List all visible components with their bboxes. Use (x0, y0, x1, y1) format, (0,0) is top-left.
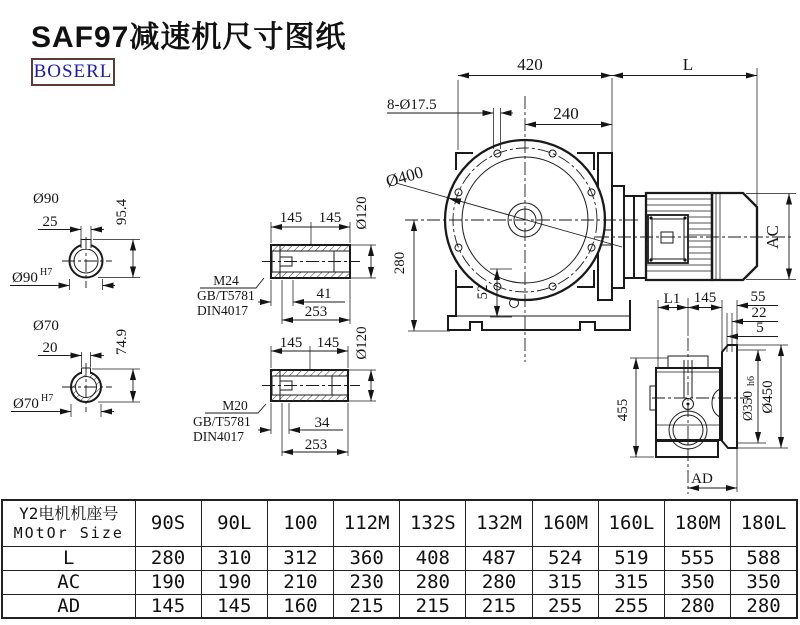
table-cell: 145 (201, 594, 267, 618)
table-col-header: 160M (532, 500, 598, 546)
table-col-header: 160L (598, 500, 664, 546)
table-cell: 350 (731, 570, 797, 594)
table-row-AD (2, 594, 797, 618)
dim-bs145-left: 145 (279, 335, 303, 351)
table-cell: 588 (731, 546, 797, 570)
dim-o70-bore: Ø70 (13, 396, 39, 412)
side-view (650, 345, 737, 457)
dim-ts145-right: 145 (318, 210, 342, 226)
dim-954: 95.4 (114, 198, 130, 226)
dim-420: 420 (517, 55, 543, 74)
table-row-header-en: MOtOr Size (13, 524, 124, 543)
table-row-header (2, 500, 135, 546)
dim-55: 55 (750, 289, 766, 305)
table-cell: 190 (135, 570, 201, 594)
table-row-label: AD (2, 594, 135, 618)
motor-side-profile (634, 193, 757, 280)
table-row-label: L (2, 546, 135, 570)
dim-motor-length: L (682, 55, 694, 74)
table-cell: 255 (598, 594, 664, 618)
table-cell: 160 (267, 594, 333, 618)
fan-cover (712, 193, 757, 280)
table-cell: 312 (267, 546, 333, 570)
label-din1: DIN4017 (197, 303, 248, 318)
table-cell: 315 (598, 570, 664, 594)
dim-AD: AD (691, 471, 713, 487)
table-cell: 315 (532, 570, 598, 594)
dimensions (10, 55, 796, 492)
dim-ts145-left: 145 (279, 210, 303, 226)
dim-455: 455 (615, 398, 631, 422)
table-row-label: AC (2, 570, 135, 594)
boserl-logo-text: BOSERL (33, 61, 113, 82)
dim-AC: AC (763, 225, 782, 249)
table-col-header: 90L (201, 500, 267, 546)
table-col-header: 180L (731, 500, 797, 546)
dim-bs-o120: Ø120 (354, 326, 370, 360)
dim-o70-fit: H7 (41, 393, 54, 404)
label-o90: Ø90 (33, 191, 59, 207)
dim-749: 74.9 (114, 328, 130, 356)
table-cell: 215 (466, 594, 532, 618)
table-cell: 230 (334, 570, 400, 594)
table-cell: 408 (400, 546, 466, 570)
dim-5: 5 (756, 320, 764, 336)
dim-flange-dia: Ø400 (383, 162, 426, 192)
table-cell: 280 (466, 570, 532, 594)
table-cell: 255 (532, 594, 598, 618)
dim-34: 34 (314, 415, 330, 431)
table-row-header-cn: Y2电机机座号 (19, 504, 119, 524)
table-cell: 487 (466, 546, 532, 570)
front-view (445, 140, 634, 330)
motor-size-table (1, 499, 798, 619)
table-col-header: 90S (135, 500, 201, 546)
dim-bs-253: 253 (304, 437, 328, 453)
table-cell: 524 (532, 546, 598, 570)
table-cell: 310 (201, 546, 267, 570)
table-cell: 280 (731, 594, 797, 618)
dim-ts-253: 253 (304, 304, 328, 320)
table-cell: 215 (400, 594, 466, 618)
table-cell: 280 (400, 570, 466, 594)
dim-22: 22 (751, 305, 767, 321)
table-row-L (2, 546, 797, 570)
dim-sv-145: 145 (693, 290, 717, 306)
dim-o350-fit: h6 (746, 376, 757, 386)
table-cell: 519 (598, 546, 664, 570)
dim-ts-o120: Ø120 (354, 196, 370, 230)
label-gb2: GB/T5781 (193, 414, 251, 429)
table-cell: 190 (201, 570, 267, 594)
dim-bolt-holes: 8-Ø17.5 (387, 97, 437, 113)
table-cell: 360 (334, 546, 400, 570)
table-cell: 350 (665, 570, 731, 594)
label-m20: M20 (222, 398, 248, 413)
table-cell: 215 (334, 594, 400, 618)
dim-41: 41 (316, 286, 332, 302)
table-cell: 280 (135, 546, 201, 570)
table-col-header: 100 (267, 500, 333, 546)
table-cell: 145 (135, 594, 201, 618)
table-col-header: 132S (400, 500, 466, 546)
table-row-AC (2, 570, 797, 594)
dim-o450: Ø450 (760, 380, 776, 414)
label-din2: DIN4017 (193, 429, 244, 444)
table-col-header: 180M (665, 500, 731, 546)
table-col-header: 112M (334, 500, 400, 546)
table-cell: 280 (665, 594, 731, 618)
dim-240: 240 (553, 104, 579, 123)
label-o70: Ø70 (33, 318, 59, 334)
dim-o90-bore: Ø90 (12, 270, 38, 286)
table-cell: 210 (267, 570, 333, 594)
page-title: SAF97减速机尺寸图纸 (31, 21, 347, 54)
label-m24: M24 (213, 273, 239, 288)
centerlines (62, 96, 792, 494)
dim-52: 52 (475, 284, 491, 300)
dim-keyway25: 25 (42, 214, 58, 230)
dim-L1: L1 (663, 291, 681, 307)
label-gb1: GB/T5781 (197, 288, 255, 303)
table-cell: 555 (665, 546, 731, 570)
dim-o90-fit: H7 (40, 267, 53, 278)
dim-o350: Ø350 (740, 391, 755, 421)
dim-280: 280 (392, 251, 408, 275)
dim-keyway20: 20 (42, 340, 58, 356)
table-col-header: 132M (466, 500, 532, 546)
dim-bs145-right: 145 (316, 335, 340, 351)
